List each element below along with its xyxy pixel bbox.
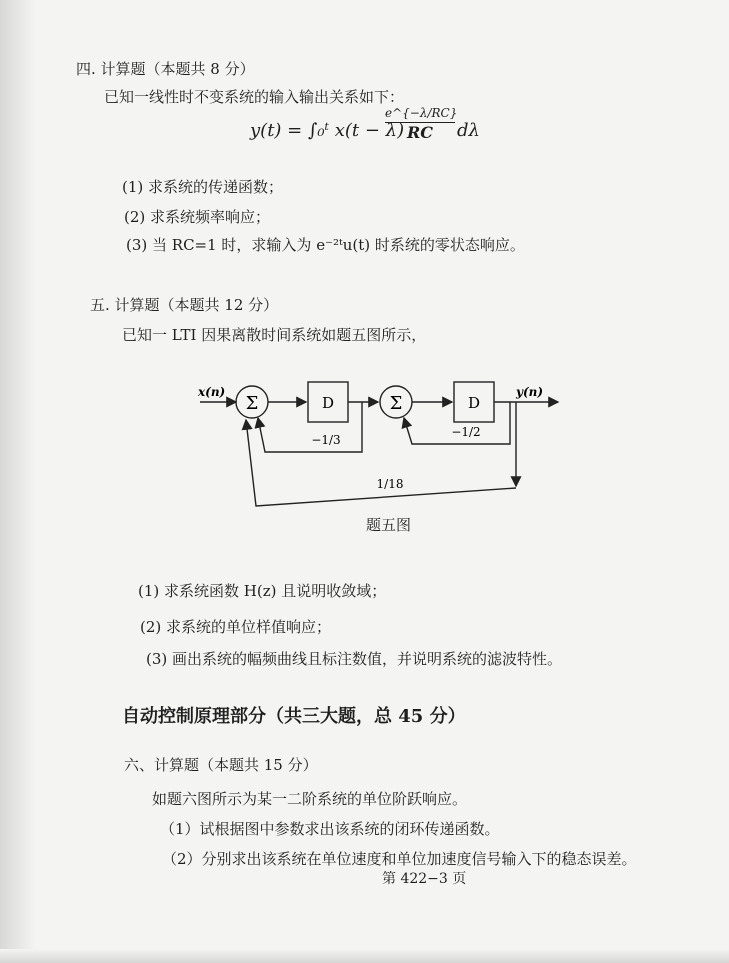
q5-item-3: (3) 画出系统的幅频曲线且标注数值，并说明系统的滤波特性。 xyxy=(146,650,563,668)
gain-3-label: 1/18 xyxy=(376,477,404,491)
feedback-path-1 xyxy=(258,402,362,452)
q4-formula xyxy=(250,100,480,160)
q5-intro: 已知一 LTI 因果离散时间系统如题五图所示， xyxy=(122,326,427,344)
delay-1-label: D xyxy=(321,394,335,412)
formula-differential: dλ xyxy=(457,120,480,141)
formula-fraction xyxy=(385,106,458,142)
input-label: x(n) xyxy=(198,385,226,399)
formula-numerator: e^{−λ/RC} xyxy=(385,106,455,123)
page-shadow xyxy=(0,0,36,963)
q6-intro: 如题六图所示为某一二阶系统的单位阶跃响应。 xyxy=(152,790,468,808)
formula-denominator: RC xyxy=(406,123,434,142)
q4-intro: 已知一线性时不变系统的输入输出关系如下： xyxy=(104,88,405,106)
q6-item-1: （1）试根据图中参数求出该系统的闭环传递函数。 xyxy=(160,820,500,838)
q6-item-2: （2）分别求出该系统在单位速度和单位加速度信号输入下的稳态误差。 xyxy=(162,850,637,868)
summer-2-symbol: Σ xyxy=(389,393,403,414)
q6-heading: 六、计算题（本题共 15 分） xyxy=(124,756,318,774)
gain-2-label: −1/2 xyxy=(451,425,481,439)
q5-item-1: (1) 求系统函数 H(z) 且说明收敛域； xyxy=(138,582,387,600)
output-label: y(n) xyxy=(516,385,544,399)
q5-figure-caption: 题五图 xyxy=(366,516,412,534)
gain-1-label: −1/3 xyxy=(311,433,341,447)
q4-heading: 四. 计算题（本题共 8 分） xyxy=(76,60,255,78)
summer-1-symbol: Σ xyxy=(245,393,259,414)
q5-item-2: (2) 求系统的单位样值响应； xyxy=(140,618,332,636)
q5-heading: 五. 计算题（本题共 12 分） xyxy=(90,296,279,314)
page-bottom-edge xyxy=(0,949,729,963)
delay-2-label: D xyxy=(467,394,481,412)
q4-item-1: (1) 求系统的传递函数； xyxy=(122,178,284,196)
section-title: 自动控制原理部分（共三大题，总 45 分） xyxy=(122,706,466,727)
q4-item-3: (3) 当 RC=1 时，求输入为 e⁻²ᵗu(t) 时系统的零状态响应。 xyxy=(126,236,525,254)
q4-item-2: (2) 求系统频率响应； xyxy=(124,208,271,226)
page-number: 第 422−3 页 xyxy=(382,871,467,887)
formula-lhs: y(t) = ∫₀ᵗ x(t − λ) xyxy=(250,120,405,141)
q5-block-diagram xyxy=(190,360,570,520)
